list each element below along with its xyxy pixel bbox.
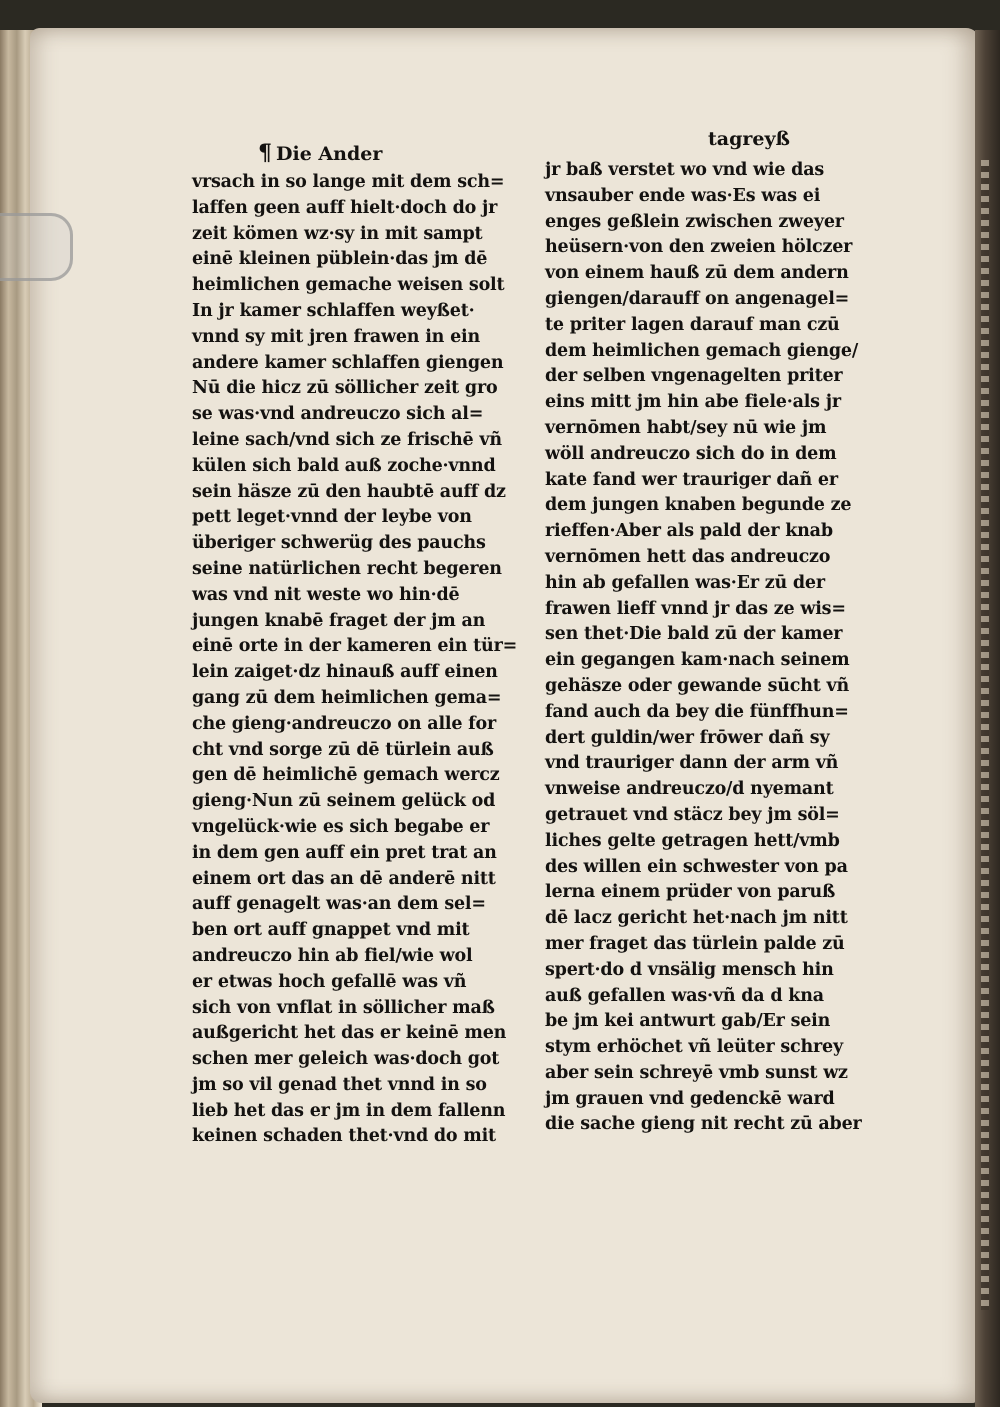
text-column-right: [545, 158, 890, 1138]
text-line: vernōmen hett das andreuczo: [545, 546, 831, 567]
text-line: jm grauen vnd gedenckē ward: [545, 1088, 835, 1109]
text-line: jm so vil genad thet vnnd in so: [192, 1074, 487, 1095]
text-line: dem jungen knaben begunde ze: [545, 495, 852, 516]
text-line: des willen ein schwester von pa: [545, 856, 848, 877]
text-line: gehäsze oder gewande sūcht vñ: [545, 675, 849, 696]
text-line: in dem gen auff ein pret trat an: [192, 842, 497, 863]
page-clip: [0, 213, 73, 281]
text-line: kate fand wer trauriger dañ er: [545, 469, 838, 490]
text-line: getrauet vnd stäcz bey jm söl=: [545, 804, 840, 825]
text-line: hin ab gefallen was·Er zū der: [545, 572, 825, 593]
text-line: te priter lagen darauf man czū: [545, 314, 840, 335]
text-line: dert guldin/wer frōwer dañ sy: [545, 727, 830, 748]
pilcrow-icon: ¶: [258, 140, 272, 166]
text-line: mer fraget das türlein palde zū: [545, 933, 845, 954]
text-line: heüsern·von den zweien hölczer: [545, 237, 853, 258]
text-line: stym erhöchet vñ leüter schrey: [545, 1037, 843, 1058]
text-line: spert·do d vnsälig mensch hin: [545, 959, 834, 980]
running-header-right: tagreyß: [708, 128, 790, 150]
text-line: gieng·Nun zū seinem gelück od: [192, 791, 496, 812]
text-line: ein gegangen kam·nach seinem: [545, 650, 850, 671]
header-left-text: Die Ander: [276, 143, 383, 165]
text-line: die sache gieng nit recht zū aber: [545, 1114, 862, 1135]
text-line: einē kleinen püblein·das jm dē: [192, 249, 488, 270]
text-line: külen sich bald auß zoche·vnnd: [192, 455, 496, 476]
text-line: schen mer geleich was·doch got: [192, 1049, 500, 1070]
text-line: seine natürlichen recht begeren: [192, 558, 502, 579]
text-line: aber sein schreyē vmb sunst wz: [545, 1062, 848, 1083]
text-line: pett leget·vnnd der leybe von: [192, 507, 472, 528]
text-line: andreuczo hin ab fiel/wie wol: [192, 945, 473, 966]
text-line: sich von vnflat in söllicher maß: [192, 997, 495, 1018]
text-line: vnweise andreuczo/d nyemant: [545, 779, 834, 800]
text-line: liches gelte getragen hett/vmb: [545, 830, 840, 851]
running-header-left: [258, 140, 382, 166]
text-line: einē orte in der kameren ein tür=: [192, 636, 518, 657]
text-line: giengen/darauff on angenagel=: [545, 288, 850, 309]
text-line: enges geßlein zwischen zweyer: [545, 211, 844, 232]
text-line: vnnd sy mit jren frawen in ein: [192, 326, 480, 347]
text-line: zeit kömen wz·sy in mit sampt: [192, 223, 483, 244]
text-line: lerna einem prüder von paruß: [545, 882, 836, 903]
text-line: jr baß verstet wo vnd wie das: [545, 160, 824, 180]
text-line: dē lacz gericht het·nach jm nitt: [545, 908, 848, 929]
text-line: rieffen·Aber als pald der knab: [545, 521, 833, 542]
text-line: vngelück·wie es sich begabe er: [192, 816, 490, 837]
text-line: vnd trauriger dann der arm vñ: [545, 753, 839, 774]
text-line: lieb het das er jm in dem fallenn: [192, 1100, 506, 1121]
text-line: der selben vngenagelten priter: [545, 366, 843, 387]
text-line: dem heimlichen gemach gienge/: [545, 340, 859, 361]
text-line: was vnd nit weste wo hin·dē: [192, 584, 460, 605]
text-line: vernōmen habt/sey nū wie jm: [545, 417, 827, 438]
text-line: laffen geen auff hielt·doch do jr: [192, 197, 498, 218]
text-line: auß gefallen was·vñ da d kna: [545, 985, 824, 1006]
text-line: eins mitt jm hin abe fiele·als jr: [545, 392, 841, 413]
text-line: vnsauber ende was·Es was ei: [545, 185, 821, 206]
text-line: fand auch da bey die fünffhun=: [545, 701, 849, 722]
text-line: wöll andreuczo sich do in dem: [545, 443, 837, 464]
text-line: von einem hauß zū dem andern: [545, 263, 849, 284]
text-line: cht vnd sorge zū dē türlein auß: [192, 739, 494, 760]
text-line: jungen knabē fraget der jm an: [192, 610, 486, 631]
text-line: er etwas hoch gefallē was vñ: [192, 971, 467, 992]
book-right-edge: [975, 30, 1000, 1407]
text-line: überiger schwerüg des pauchs: [192, 533, 486, 554]
text-line: einem ort das an dē anderē nitt: [192, 868, 496, 889]
text-line: sen thet·Die bald zū der kamer: [545, 624, 843, 645]
text-line: gen dē heimlichē gemach wercz: [192, 765, 500, 786]
text-line: keinen schaden thet·vnd do mit: [192, 1126, 496, 1147]
text-line: sein häsze zū den haubtē auff dz: [192, 481, 506, 502]
text-line: ben ort auff gnappet vnd mit: [192, 920, 470, 941]
text-line: lein zaiget·dz hinauß auff einen: [192, 662, 498, 683]
text-line: auff genagelt was·an dem sel=: [192, 894, 486, 915]
text-line: außgericht het das er keinē men: [192, 1023, 507, 1044]
text-line: andere kamer schlaffen giengen: [192, 352, 504, 373]
text-column-left: [192, 170, 532, 1150]
page-edge-stripes: [981, 160, 989, 1310]
text-line: frawen lieff vnnd jr das ze wis=: [545, 598, 846, 619]
text-line: be jm kei antwurt gab/Er sein: [545, 1011, 831, 1032]
text-line: leine sach/vnd sich ze frischē vñ: [192, 429, 502, 450]
text-line: In jr kamer schlaffen weyßet·: [192, 300, 475, 321]
text-line: se was·vnd andreuczo sich al=: [192, 404, 484, 425]
text-line: heimlichen gemache weisen solt: [192, 275, 505, 296]
text-line: vrsach in so lange mit dem sch=: [192, 172, 505, 192]
text-line: che gieng·andreuczo on alle for: [192, 713, 496, 734]
text-line: gang zū dem heimlichen gema=: [192, 687, 502, 708]
text-line: Nū die hicz zū söllicher zeit gro: [192, 378, 498, 399]
